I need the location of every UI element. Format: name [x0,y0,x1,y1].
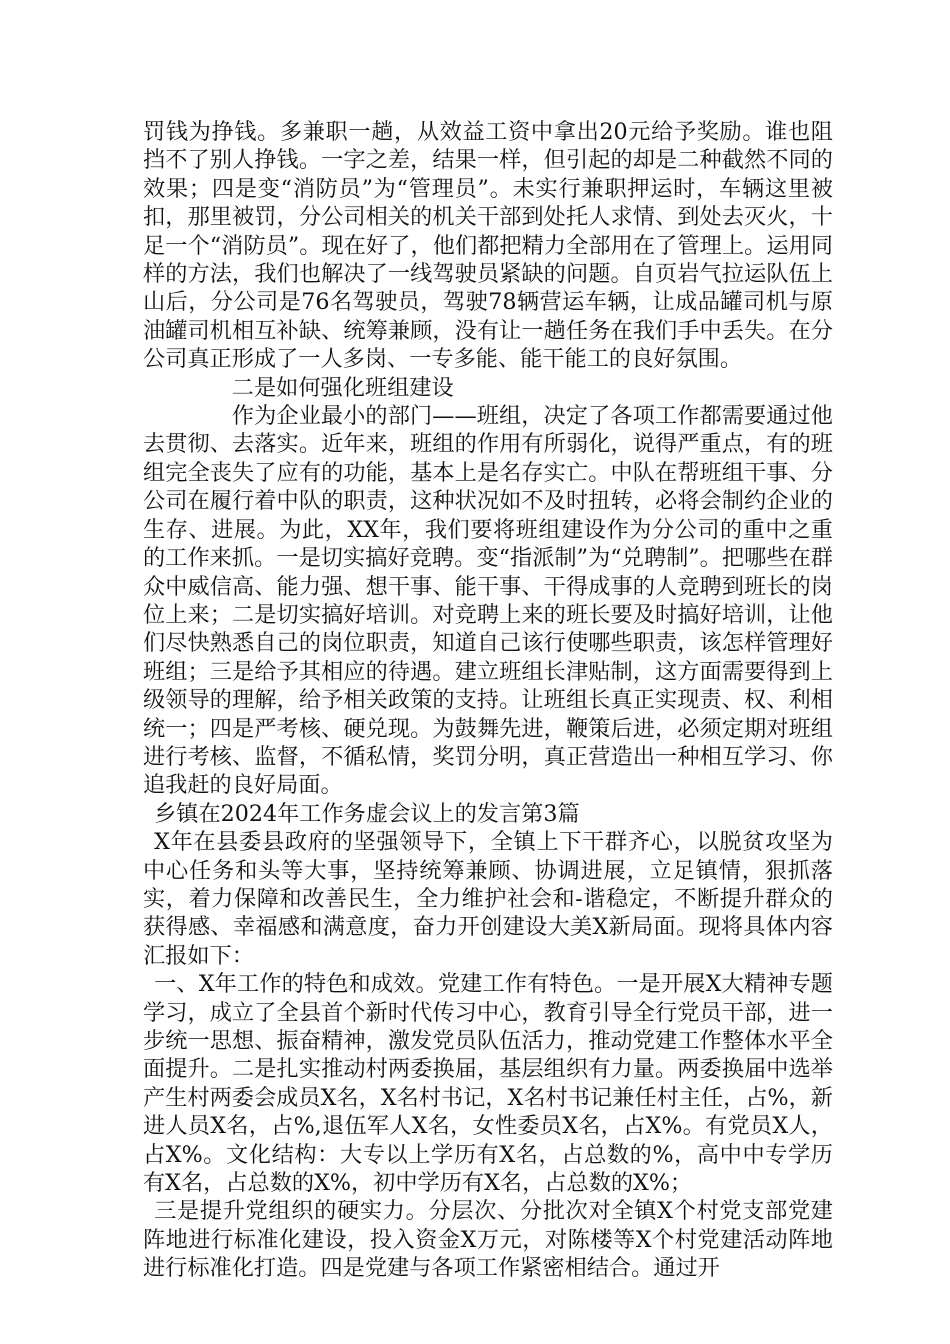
article-title-3: 乡镇在2024年工作务虚会议上的发言第3篇 [154,800,580,827]
paragraph-organization-strength: 三是提升党组织的硬实力。分层次、分批次对全镇X个村党支部党建阵地进行标准化建设，投入资金X万元，对陈楼等X个村党建活动阵地进行标准化打造。四是党建与各项工作紧密相结合。通过开 [143,1198,833,1282]
section-heading-team-building: 二是如何强化班组建设 [231,374,454,401]
paragraph-party-building: 一、X年工作的特色和成效。党建工作有特色。一是开展X大精神专题学习，成立了全县首个新时代传习中心，教育引导全行党员干部，进一步统一思想、振奋精神，激发党员队伍活力，推动党建工作整体水平全面提升。二是扎实推动村两委换届，基层组织有力量。两委换届中选举产生村两委会成员X名，X名村书记，X名村书记兼任村主任，占%，新进人员X名，占%,退伍军人X名，女性委员X名，占X%。有党员X人，占X%。文化结构：大专以上学历有X名，占总数的%，高中中专学历有X名，占总数的X%，初中学历有X名，占总数的X%； [143,971,833,1197]
paragraph-intro: X年在县委县政府的坚强领导下，全镇上下干群齐心，以脱贫攻坚为中心任务和头等大事，坚持统筹兼顾、协调进展，立足镇情，狠抓落实，着力保障和改善民生，全力维护社会和-谐稳定，不断提升群众的获得感、幸福感和满意度，奋力开创建设大美X新局面。现将具体内容汇报如下： [143,829,833,969]
paragraph-team-building: 作为企业最小的部门——班组，决定了各项工作都需要通过他去贯彻、去落实。近年来，班组的作用有所弱化，说得严重点，有的班组完全丧失了应有的功能，基本上是名存实亡。中队在帮班组干事、分公司在履行着中队的职责，这种状况如不及时扭转，必将会制约企业的生存、进展。为此，XX年，我们要将班组建设作为分公司的重中之重的工作来抓。一是切实搞好竞聘。变“指派制”为“兑聘制”。把哪些在群众中威信高、能力强、想干事、能干事、干得成事的人竞聘到班长的岗位上来；二是切实搞好培训。对竞聘上来的班长要及时搞好培训，让他们尽快熟悉自己的岗位职责，知道自己该行使哪些职责，该怎样管理好班组；三是给予其相应的待遇。建立班组长津贴制，这方面需要得到上级领导的理解，给予相关政策的支持。让班组长真正实现责、权、利相统一；四是严考核、硬兑现。为鼓舞先进，鞭策后进，必须定期对班组进行考核、监督，不循私情，奖罚分明，真正营造出一种相互学习、你追我赶的良好局面。 [143,403,833,799]
document-page [143,118,833,1283]
paragraph-fee-reform: 罚钱为挣钱。多兼职一趟，从效益工资中拿出20元给予奖励。谁也阻挡不了别人挣钱。一字之差，结果一样，但引起的却是二种截然不同的效果；四是变“消防员”为“管理员”。未实行兼职押运时，车辆这里被扣，那里被罚，分公司相关的机关干部到处托人求情、到处去灭火，十足一个“消防员”。现在好了，他们都把精力全部用在了管理上。运用同样的方法，我们也解决了一线驾驶员紧缺的问题。自页岩气拉运队伍上山后，分公司是76名驾驶员，驾驶78辆营运车辆，让成品罐司机与原油罐司机相互补缺、统筹兼顾，没有让一趟任务在我们手中丢失。在分公司真正形成了一人多岗、一专多能、能干能工的良好氛围。 [143,119,833,373]
